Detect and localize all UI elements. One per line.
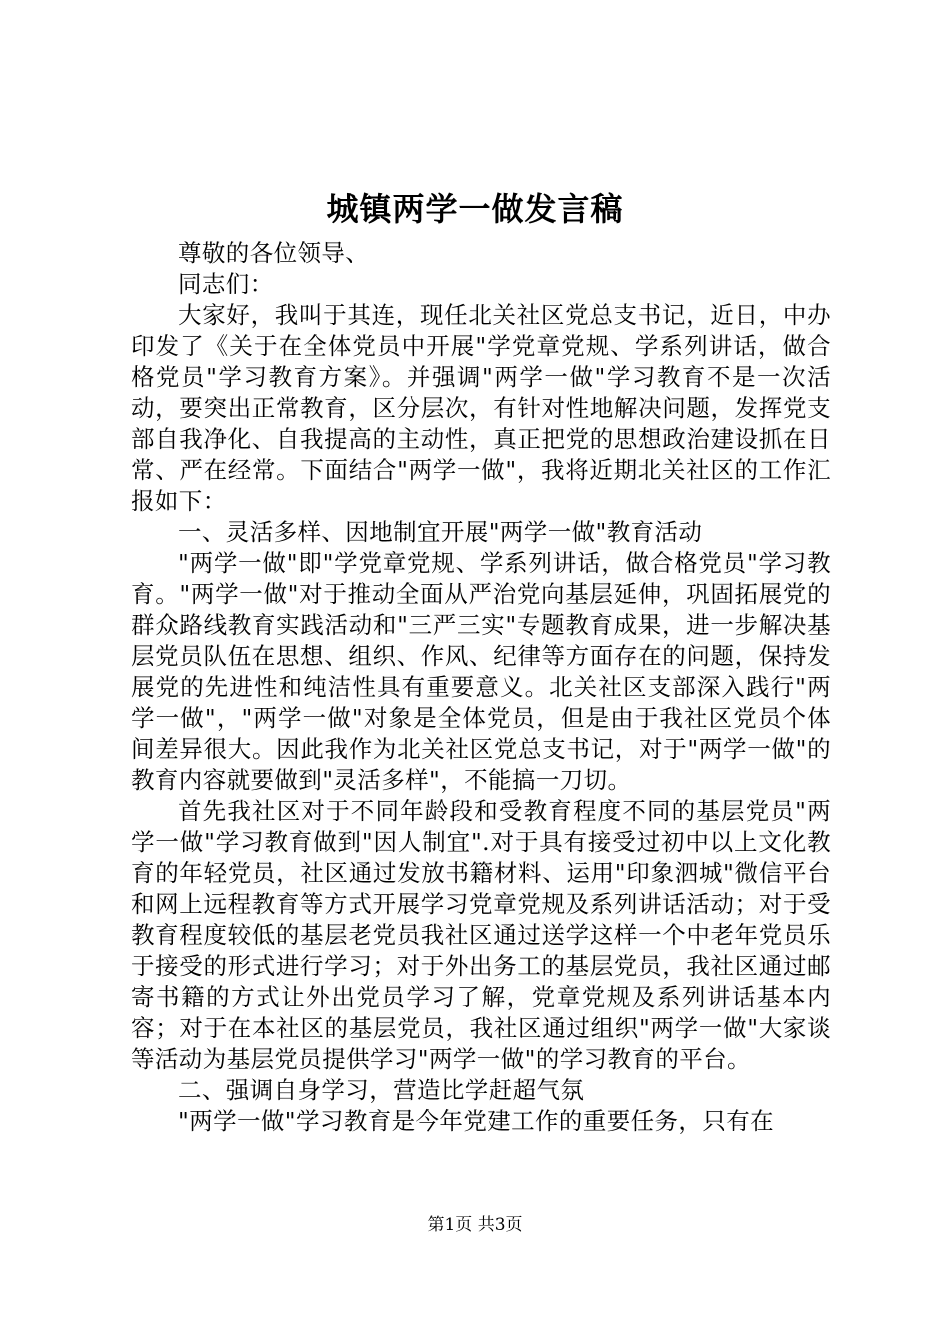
body-paragraph: "两学一做"学习教育是今年党建工作的重要任务，只有在: [178, 1107, 775, 1135]
body-paragraph: 大家好，我叫于其连，现任北关社区党总支书记，近日，中办印发了《关于在全体党员中开展"学党章党规、学系列讲话，做合格党员"学习教育方案》。并强调"两学一做"学习教育不是一次活动，要突出正常教育，区分层次，有针对性地解决问题，发挥党支部自我净化、自我提高的主动性，真正把党的思想政治建设抓在日常、严在经常。下面结合"两学一做"，我将近期北关社区的工作汇报如下：: [131, 301, 831, 515]
salutation-line: 尊敬的各位领导、: [178, 239, 370, 267]
body-paragraph: "两学一做"即"学党章党规、学系列讲话，做合格党员"学习教育。"两学一做"对于推动全面从严治党向基层延伸，巩固拓展党的群众路线教育实践活动和"三严三实"专题教育成果，进一步解决基层党员队伍在思想、组织、作风、纪律等方面存在的问题，保持发展党的先进性和纯洁性具有重要意义。北关社区支部深入践行"两学一做"，"两学一做"对象是全体党员，但是由于我社区党员个体间差异很大。因此我作为北关社区党总支书记，对于"两学一做"的教育内容就要做到"灵活多样"，不能搞一刀切。: [131, 549, 831, 794]
section-heading: 一、灵活多样、因地制宜开展"两学一做"教育活动: [178, 518, 703, 546]
document-body: [131, 238, 831, 1137]
section-heading: 二、强调自身学习，营造比学赶超气氛: [178, 1076, 585, 1104]
salutation-line: 同志们：: [178, 270, 274, 298]
body-paragraph: 首先我社区对于不同年龄段和受教育程度不同的基层党员"两学一做"学习教育做到"因人制宜".对于具有接受过初中以上文化教育的年轻党员，社区通过发放书籍材料、运用"印象泗城"微信平台和网上远程教育等方式开展学习党章党规及系列讲话活动；对于受教育程度较低的基层老党员我社区通过送学这样一个中老年党员乐于接受的形式进行学习；对于外出务工的基层党员，我社区通过邮寄书籍的方式让外出党员学习了解，党章党规及系列讲话基本内容；对于在本社区的基层党员，我社区通过组织"两学一做"大家谈等活动为基层党员提供学习"两学一做"的学习教育的平台。: [131, 797, 831, 1073]
page-number-footer: 第1页 共3页: [427, 1215, 523, 1235]
document-title: 城镇两学一做发言稿: [326, 190, 624, 228]
